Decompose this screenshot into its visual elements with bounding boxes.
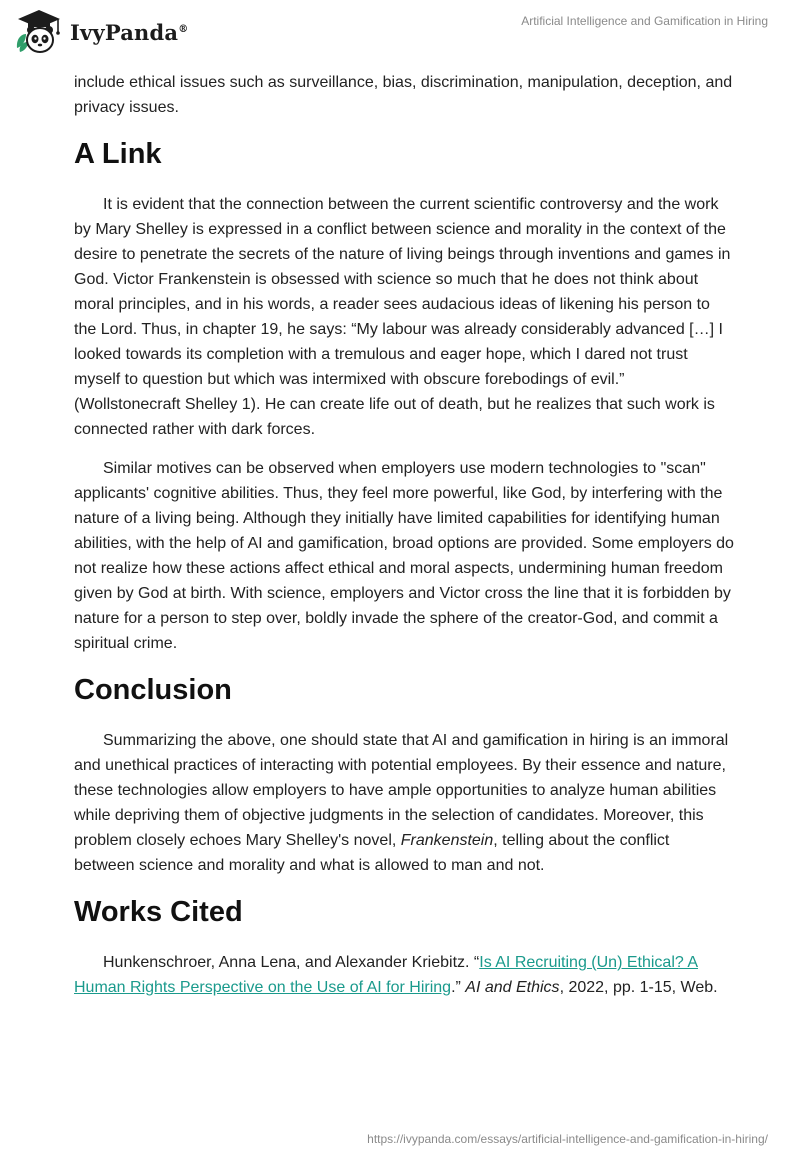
intro-paragraph-tail: include ethical issues such as surveillance, bias, discrimination, manipulation, deception, and privacy issues. — [74, 74, 733, 116]
journal-title: AI and Ethics — [465, 979, 560, 996]
paragraph: Summarizing the above, one should state that AI and gamification in hiring is an immoral and unethical practices of interacting with potential employees. By their essence and nature, these technologies allow employers to have ample opportunities to analyze human abilities while depriving them of objective judgments in the selection of candidates. Moreover, this problem closely echoes Mary Shelley's novel, Frankenstein, telling about the conflict between science and morality and what is allowed to man and not. — [74, 732, 729, 874]
paragraph: It is evident that the connection between the current scientific controversy and the work by Mary Shelley is expressed in a conflict between science and morality in the context of the desire to penetrate the secrets of the nature of living beings through inventions and games in God. Victor Frankenstein is obsessed with science so much that he does not think about moral principles, and in his words, a reader sees audacious ideas of likening his person to the Lord. Thus, in chapter 19, he says: “My labour was already considerably advanced […] I looked towards its completion with a tremulous and eager hope, which I dared not trust myself to question but which was intermixed with obscure forebodings of evil.” (Wollstonecraft Shelley 1). He can create life out of death, but he realizes that such work is connected rather with dark forces. — [74, 196, 731, 438]
section-heading-works-cited: Works Cited — [74, 896, 243, 928]
citation-link[interactable]: Is AI Recruiting (Un) Ethical? A Human Rights Perspective on the Use of AI for Hiring — [74, 954, 699, 996]
panda-graduate-icon — [14, 8, 64, 56]
page-header — [0, 0, 800, 64]
paragraph: Similar motives can be observed when employers use modern technologies to "scan" applicants' cognitive abilities. Thus, they feel more powerful, like God, by interfering with the nature of a living being. Although they initially have limited capabilities for identifying human abilities, with the help of AI and gamification, broad options are provided. Some employers do not realize how these actions affect ethical and moral aspects, undermining human freedom given by God at birth. With science, employers and Victor cross the line that it is forbidden by nature for a person to step over, boldly invade the sphere of the creator-God, and commit a spiritual crime. — [74, 460, 734, 652]
essay-content — [74, 70, 734, 1014]
brand-name: IvyPanda® — [70, 19, 189, 45]
citation-entry: Hunkenschroer, Anna Lena, and Alexander Kriebitz. “Is AI Recruiting (Un) Ethical? A Human Rights Perspective on the Use of AI for Hiring.” AI and Ethics, 2022, pp. 1-15, Web. — [74, 954, 718, 996]
ivypanda-logo[interactable] — [14, 8, 188, 56]
section-heading-a-link: A Link — [74, 138, 162, 170]
section-heading-conclusion: Conclusion — [74, 674, 232, 706]
novel-title: Frankenstein — [400, 832, 494, 849]
document-title: Artificial Intelligence and Gamification in Hiring — [521, 14, 768, 28]
footer-url: https://ivypanda.com/essays/artificial-intelligence-and-gamification-in-hiring/ — [367, 1132, 768, 1146]
